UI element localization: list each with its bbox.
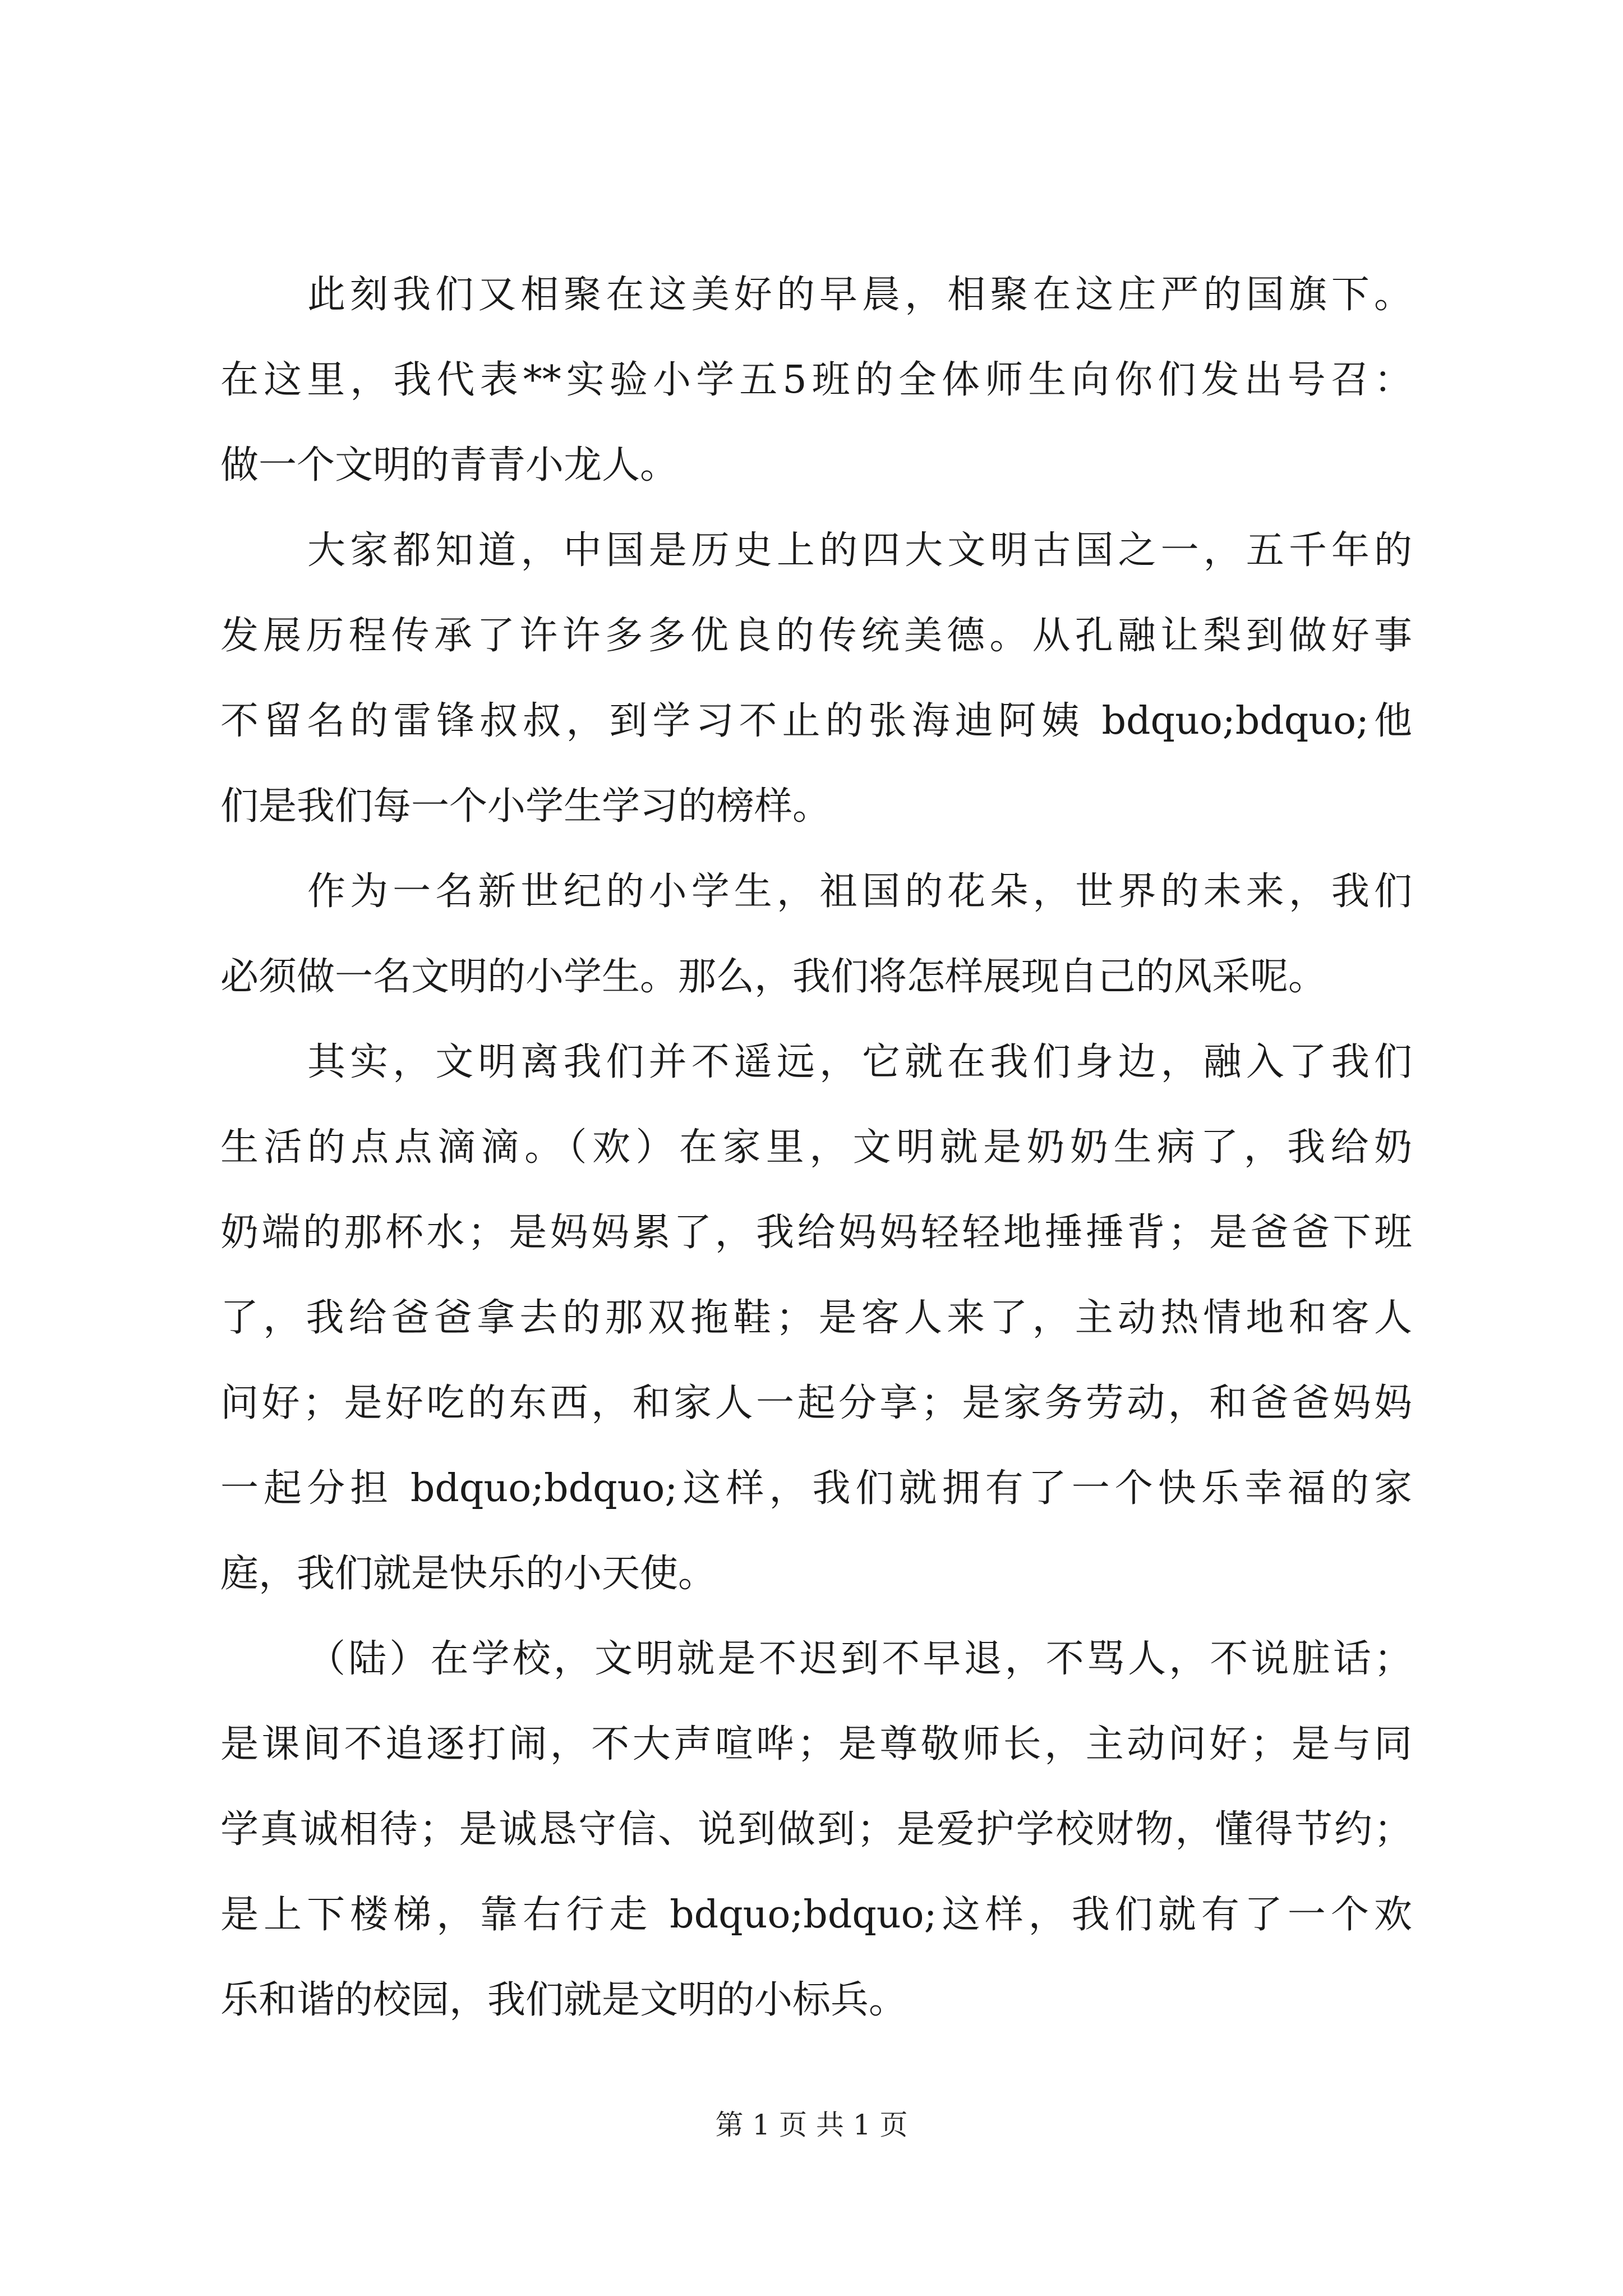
text-line: 生活的点点滴滴。（欢）在家里，文明就是奶奶生病了，我给奶: [220, 1125, 1412, 1170]
text-line: 必须做一名文明的小学生。那么，我们将怎样展现自己的风采呢。: [220, 955, 1327, 999]
paragraph: [220, 252, 1412, 508]
text-line: 其实，文明离我们并不遥远，它就在我们身边，融入了我们: [307, 1040, 1412, 1084]
text-line: 问好；是好吃的东西，和家人一起分享；是家务劳动，和爸爸妈妈: [220, 1381, 1412, 1425]
text-line: 们是我们每一个小学生学习的榜样。: [220, 784, 831, 829]
text-line: 此刻我们又相聚在这美好的早晨，相聚在这庄严的国旗下。: [307, 273, 1412, 317]
text-line: 乐和谐的校园，我们就是文明的小标兵。: [220, 1978, 907, 2022]
paragraph: [220, 508, 1412, 849]
text-line: 不留名的雷锋叔叔，到学习不止的张海迪阿姨 bdquo;bdquo;他: [220, 699, 1412, 743]
text-line: （陆）在学校，文明就是不迟到不早退，不骂人，不说脏话；: [307, 1637, 1412, 1681]
text-line: 一起分担 bdquo;bdquo;这样，我们就拥有了一个快乐幸福的家: [220, 1466, 1412, 1511]
paragraph: [220, 1617, 1412, 2043]
text-line: 是课间不追逐打闹，不大声喧哗；是尊敬师长，主动问好；是与同: [220, 1722, 1412, 1766]
text-line: 庭，我们就是快乐的小天使。: [220, 1552, 717, 1596]
paragraph: [220, 849, 1412, 1020]
text-line: 发展历程传承了许许多多优良的传统美德。从孔融让梨到做好事: [220, 614, 1412, 658]
text-line: 了，我给爸爸拿去的那双拖鞋；是客人来了，主动热情地和客人: [220, 1296, 1412, 1340]
text-line: 奶端的那杯水；是妈妈累了，我给妈妈轻轻地捶捶背；是爸爸下班: [220, 1211, 1412, 1255]
paragraph: [220, 1020, 1412, 1617]
page-number-footer: 第 1 页 共 1 页: [715, 2109, 908, 2141]
text-line: 做一个文明的青青小龙人。: [220, 443, 679, 487]
text-line: 作为一名新世纪的小学生，祖国的花朵，世界的未来，我们: [307, 869, 1412, 914]
text-line: 在这里，我代表**实验小学五5班的全体师生向你们发出号召：: [220, 358, 1412, 402]
document-body: [220, 252, 1412, 2043]
text-line: 学真诚相待；是诚恳守信、说到做到；是爱护学校财物，懂得节约；: [220, 1807, 1412, 1852]
text-line: 大家都知道，中国是历史上的四大文明古国之一，五千年的: [307, 528, 1412, 573]
text-line: 是上下楼梯，靠右行走 bdquo;bdquo;这样，我们就有了一个欢: [220, 1893, 1412, 1937]
